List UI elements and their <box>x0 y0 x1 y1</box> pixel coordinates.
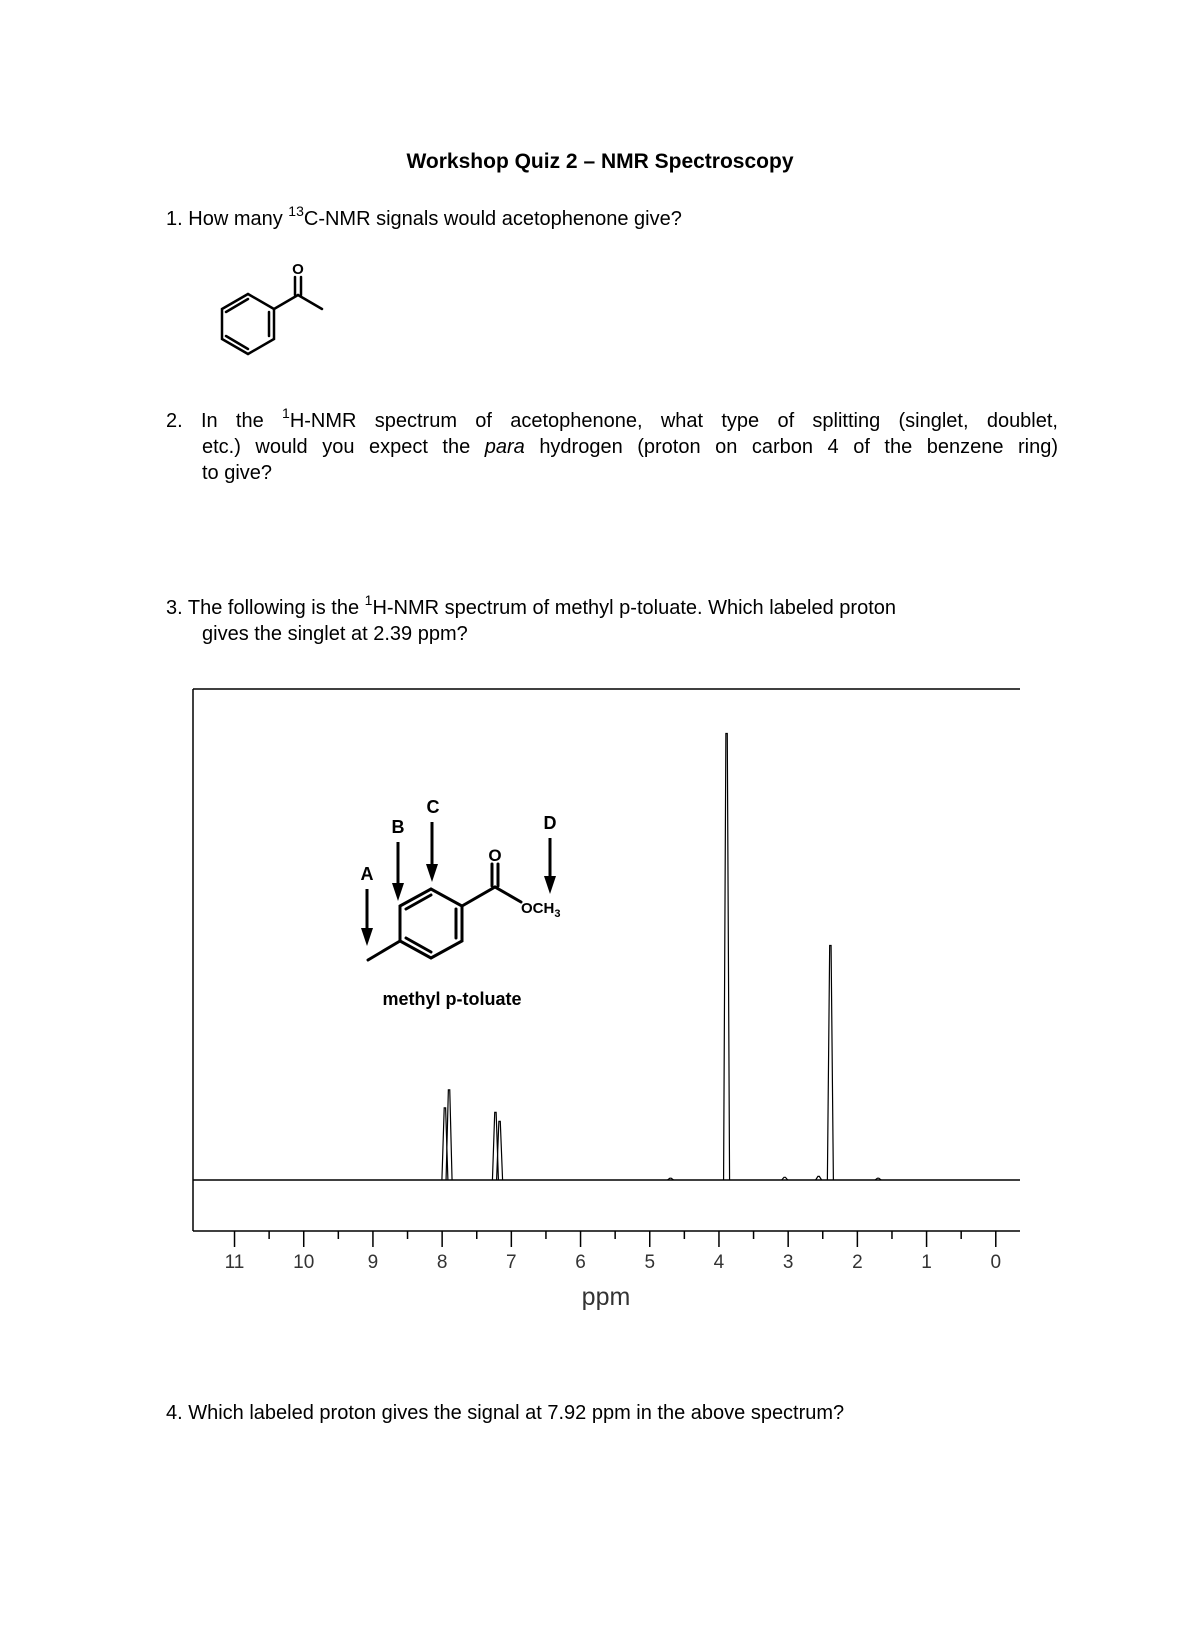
question-2: 2. In the $^1$H-NMR spectrum of acetophenone, what type of splitting (singlet, doublet, etc.) would you expect the para hydrogen (proton on carbon 4 of the benzene ring) to give? <box>166 405 1058 484</box>
tick-label: 7 <box>506 1252 517 1273</box>
x-axis-ticks <box>235 1231 996 1247</box>
tick-label: 0 <box>990 1252 1002 1273</box>
tick-label: 8 <box>436 1252 448 1273</box>
label-c: C <box>426 797 440 817</box>
peak-1 <box>446 1090 452 1180</box>
tick-label: 1 <box>921 1252 932 1273</box>
tick-label: 9 <box>367 1252 379 1273</box>
question-4: 4. Which labeled proton gives the signal at 7.92 ppm in the above spectrum? <box>166 1402 845 1424</box>
tick-label: 4 <box>713 1252 725 1273</box>
question-1: 1. How many $^{13}$C-NMR signals would acetophenone give? <box>166 203 682 230</box>
tick-label: 3 <box>782 1252 794 1273</box>
molecule-name: methyl p-toluate <box>382 989 522 1009</box>
peak-5 <box>827 945 833 1180</box>
toluate-ring <box>400 889 462 958</box>
question-3: 3. The following is the $^1$H-NMR spectrum of methyl p-toluate. Which labeled proton gives the singlet at 2.39 ppm? <box>166 592 896 645</box>
ester-bond <box>462 887 495 906</box>
ester-oxygen-label: O <box>488 846 502 865</box>
peak-3 <box>497 1121 503 1180</box>
tick-label: 5 <box>644 1252 656 1273</box>
tick-label: 10 <box>293 1252 315 1273</box>
plot-frame <box>193 689 1020 1231</box>
tick-label: 6 <box>575 1252 586 1273</box>
question-number: 1. <box>166 208 183 230</box>
oxygen-label: O <box>292 261 304 278</box>
label-d: D <box>543 813 557 833</box>
arrow-b-icon <box>392 883 404 901</box>
arrow-a-icon <box>361 928 373 946</box>
question-number: 2. <box>166 410 183 432</box>
methyl-p-toluate-structure <box>361 797 561 1009</box>
page-title: Workshop Quiz 2 – NMR Spectroscopy <box>406 150 794 173</box>
tick-label: 2 <box>852 1252 863 1273</box>
x-axis-label: ppm <box>581 1283 631 1311</box>
arrow-c-icon <box>426 864 438 882</box>
ring-methyl-bond <box>368 941 400 960</box>
label-a: A <box>360 864 374 884</box>
spectrum-peaks <box>442 734 881 1180</box>
x-axis-tick-labels <box>225 1252 1001 1273</box>
tick-label: 11 <box>224 1252 245 1273</box>
label-b: B <box>391 817 405 837</box>
och3-label: $OCH_3$ <box>521 900 561 920</box>
peak-4 <box>724 734 730 1180</box>
arrow-d-icon <box>544 876 556 894</box>
question-number: 3. <box>166 597 183 619</box>
